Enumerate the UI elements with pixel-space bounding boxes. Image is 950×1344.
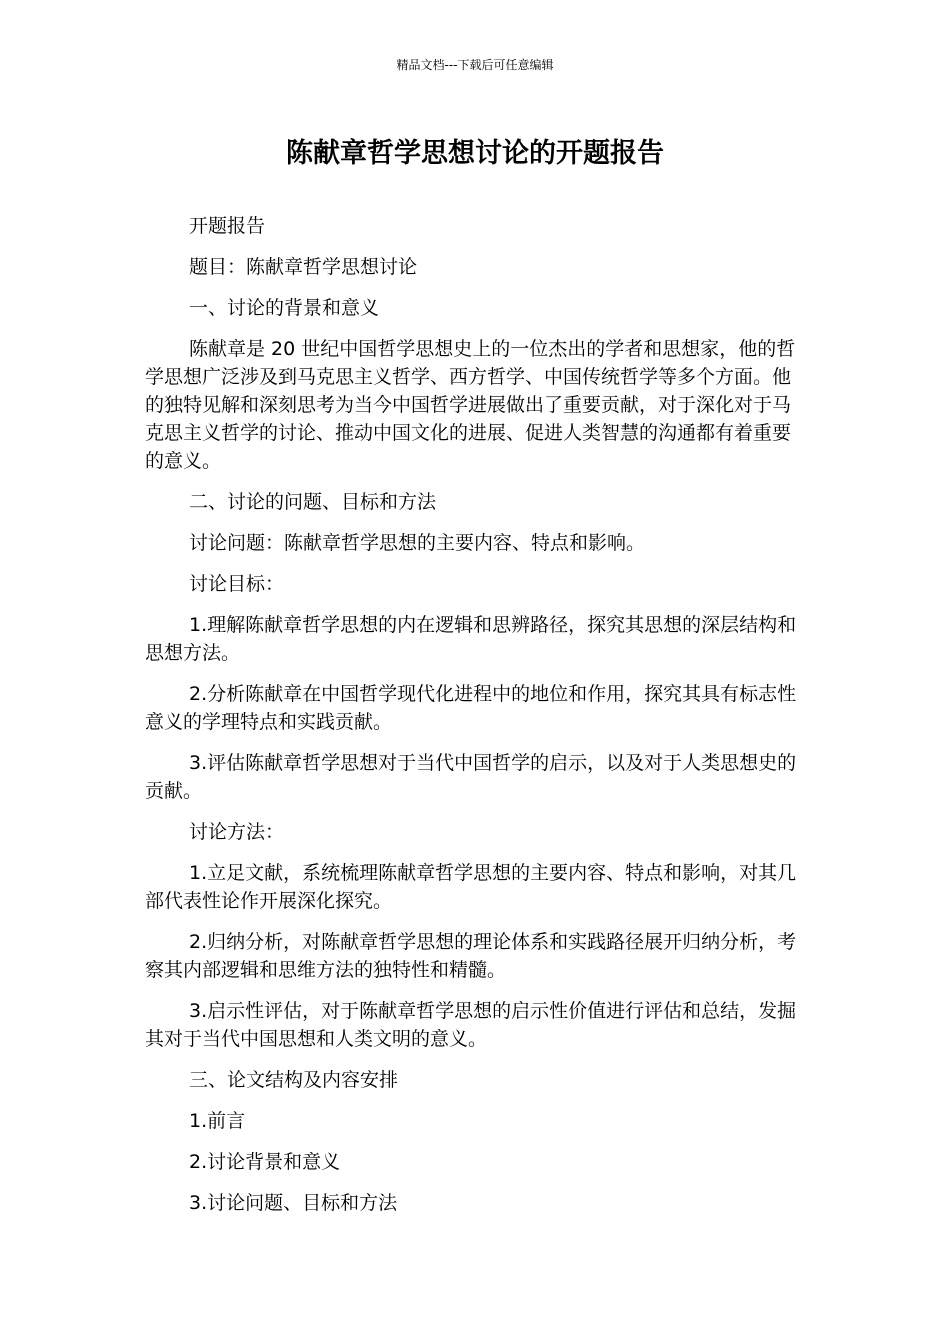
document-title: 陈献章哲学思想讨论的开题报告 [286, 138, 664, 169]
section-heading-background: 一、讨论的背景和意义 [189, 297, 380, 319]
header-note: 精品文档---下载后可任意编辑 [396, 58, 554, 72]
paragraph-report-label: 开题报告 [189, 215, 266, 237]
document-body [145, 212, 807, 1230]
paragraph-goals-label: 讨论目标： [189, 573, 285, 595]
paragraph-method-3: 3.启示性评估，对于陈献章哲学思想的启示性价值进行评估和总结，发掘其对于当代中国思想和人类文明的意义。 [145, 1000, 797, 1050]
paragraph-research-question: 讨论问题：陈献章哲学思想的主要内容、特点和影响。 [189, 532, 646, 554]
list-item-structure-2: 2.讨论背景和意义 [189, 1151, 341, 1173]
paragraph-background: 陈献章是 20 世纪中国哲学思想史上的一位杰出的学者和思想家，他的哲学思想广泛涉及到马克思主义哲学、西方哲学、中国传统哲学等多个方面。他的独特见解和深刻思考为当今中国哲学进展做出了重要贡献，对于深化对于马克思主义哲学的讨论、推动中国文化的进展、促进人类智慧的沟通都有着重要的意义。 [145, 338, 796, 472]
paragraph-methods-label: 讨论方法： [189, 821, 285, 843]
paragraph-topic: 题目：陈献章哲学思想讨论 [189, 256, 418, 278]
list-item-structure-3: 3.讨论问题、目标和方法 [189, 1192, 398, 1214]
section-heading-structure: 三、论文结构及内容安排 [189, 1069, 399, 1091]
paragraph-goal-3: 3.评估陈献章哲学思想对于当代中国哲学的启示，以及对于人类思想史的贡献。 [145, 752, 797, 802]
paragraph-method-2: 2.归纳分析，对陈献章哲学思想的理论体系和实践路径展开归纳分析，考察其内部逻辑和思维方法的独特性和精髓。 [145, 931, 797, 981]
section-heading-questions: 二、讨论的问题、目标和方法 [189, 491, 437, 513]
list-item-structure-1: 1.前言 [189, 1110, 246, 1132]
paragraph-goal-2: 2.分析陈献章在中国哲学现代化进程中的地位和作用，探究其具有标志性意义的学理特点和实践贡献。 [145, 683, 797, 733]
paragraph-method-1: 1.立足文献，系统梳理陈献章哲学思想的主要内容、特点和影响，对其几部代表性论作开展深化探究。 [145, 862, 797, 912]
paragraph-goal-1: 1.理解陈献章哲学思想的内在逻辑和思辨路径，探究其思想的深层结构和思想方法。 [145, 614, 797, 664]
